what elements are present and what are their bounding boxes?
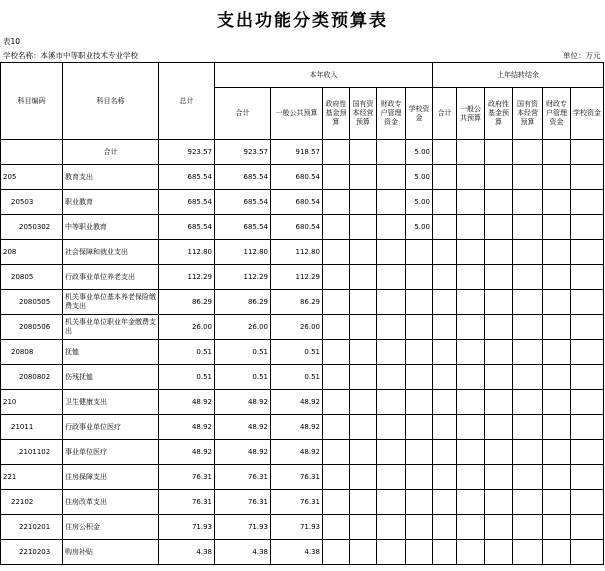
header-carry-sum: 合计 <box>433 88 457 140</box>
cell-carry-fiscal-special <box>543 215 571 240</box>
cell-carry-school-fund <box>571 190 604 215</box>
cell-cur-gov-fund <box>323 390 350 415</box>
cell-code: 21011 <box>1 415 63 440</box>
cell-cur-gov-fund <box>323 465 350 490</box>
cell-cur-school-fund: 5.00 <box>406 165 433 190</box>
cell-code <box>1 140 63 165</box>
cell-name: 行政事业单位养老支出 <box>63 265 159 290</box>
cell-cur-state-capital <box>350 540 377 565</box>
table-row <box>1 515 604 540</box>
cell-cur-sum: 0.51 <box>215 365 271 390</box>
cell-carry-fiscal-special <box>543 190 571 215</box>
cell-cur-sum: 26.00 <box>215 315 271 340</box>
cell-carry-state-capital <box>513 240 543 265</box>
header-current-income: 本年收入 <box>215 63 433 88</box>
header-cur-fiscal-special: 财政专户管理资金 <box>377 88 406 140</box>
cell-code: 2050302 <box>1 215 63 240</box>
header-carry-fiscal-special: 财政专户管理资金 <box>543 88 571 140</box>
cell-carry-general <box>457 390 485 415</box>
cell-carry-fiscal-special <box>543 165 571 190</box>
cell-carry-sum <box>433 240 457 265</box>
cell-cur-sum: 48.92 <box>215 440 271 465</box>
header-cur-general: 一般公共预算 <box>271 88 323 140</box>
cell-cur-gov-fund <box>323 215 350 240</box>
cell-carry-general <box>457 415 485 440</box>
cell-cur-sum: 48.92 <box>215 415 271 440</box>
cell-cur-sum: 685.54 <box>215 215 271 240</box>
cell-cur-gov-fund <box>323 240 350 265</box>
cell-cur-sum: 685.54 <box>215 190 271 215</box>
cell-total: 685.54 <box>159 215 215 240</box>
header-carry-school-fund: 学校资金 <box>571 88 604 140</box>
cell-total: 26.00 <box>159 315 215 340</box>
cell-cur-general: 680.54 <box>271 165 323 190</box>
header-cur-state-capital: 国有资本经营预算 <box>350 88 377 140</box>
cell-total: 4.38 <box>159 540 215 565</box>
cell-cur-gov-fund <box>323 315 350 340</box>
cell-carry-fiscal-special <box>543 415 571 440</box>
cell-code: 2080802 <box>1 365 63 390</box>
cell-cur-state-capital <box>350 415 377 440</box>
cell-carry-gov-fund <box>485 515 513 540</box>
cell-name: 教育支出 <box>63 165 159 190</box>
cell-carry-gov-fund <box>485 390 513 415</box>
cell-name: 行政事业单位医疗 <box>63 415 159 440</box>
cell-carry-school-fund <box>571 490 604 515</box>
cell-carry-sum <box>433 515 457 540</box>
cell-cur-state-capital <box>350 440 377 465</box>
cell-cur-school-fund <box>406 390 433 415</box>
cell-cur-fiscal-special <box>377 315 406 340</box>
cell-carry-school-fund <box>571 215 604 240</box>
cell-carry-general <box>457 340 485 365</box>
cell-carry-sum <box>433 190 457 215</box>
cell-cur-state-capital <box>350 240 377 265</box>
cell-total: 48.92 <box>159 415 215 440</box>
cell-cur-fiscal-special <box>377 215 406 240</box>
cell-name: 住房公积金 <box>63 515 159 540</box>
cell-carry-sum <box>433 465 457 490</box>
cell-total: 112.29 <box>159 265 215 290</box>
cell-carry-sum <box>433 540 457 565</box>
cell-name: 职业教育 <box>63 190 159 215</box>
cell-cur-fiscal-special <box>377 540 406 565</box>
cell-cur-gov-fund <box>323 340 350 365</box>
cell-cur-gov-fund <box>323 440 350 465</box>
cell-cur-state-capital <box>350 315 377 340</box>
cell-code: 2080506 <box>1 315 63 340</box>
cell-cur-general: 48.92 <box>271 415 323 440</box>
cell-cur-fiscal-special <box>377 190 406 215</box>
cell-carry-sum <box>433 340 457 365</box>
cell-carry-sum <box>433 140 457 165</box>
cell-cur-general: 4.38 <box>271 540 323 565</box>
cell-carry-state-capital <box>513 365 543 390</box>
cell-cur-fiscal-special <box>377 365 406 390</box>
cell-carry-gov-fund <box>485 240 513 265</box>
cell-cur-general: 680.54 <box>271 215 323 240</box>
cell-carry-fiscal-special <box>543 465 571 490</box>
table-row <box>1 340 604 365</box>
header-carry-general: 一般公共预算 <box>457 88 485 140</box>
cell-carry-school-fund <box>571 415 604 440</box>
cell-cur-sum: 48.92 <box>215 390 271 415</box>
header-code: 科目编码 <box>1 63 63 140</box>
cell-name: 住房保障支出 <box>63 465 159 490</box>
cell-carry-gov-fund <box>485 315 513 340</box>
cell-code: 208 <box>1 240 63 265</box>
cell-code: 205 <box>1 165 63 190</box>
cell-carry-sum <box>433 365 457 390</box>
cell-carry-general <box>457 290 485 315</box>
cell-carry-school-fund <box>571 240 604 265</box>
cell-cur-school-fund <box>406 440 433 465</box>
cell-carry-gov-fund <box>485 540 513 565</box>
cell-cur-sum: 76.31 <box>215 465 271 490</box>
cell-cur-general: 48.92 <box>271 440 323 465</box>
cell-code: 20808 <box>1 340 63 365</box>
cell-carry-gov-fund <box>485 190 513 215</box>
cell-cur-state-capital <box>350 390 377 415</box>
cell-carry-school-fund <box>571 390 604 415</box>
cell-cur-state-capital <box>350 290 377 315</box>
cell-carry-gov-fund <box>485 290 513 315</box>
cell-carry-state-capital <box>513 390 543 415</box>
cell-carry-fiscal-special <box>543 140 571 165</box>
cell-cur-fiscal-special <box>377 240 406 265</box>
cell-cur-general: 112.80 <box>271 240 323 265</box>
cell-carry-state-capital <box>513 515 543 540</box>
cell-cur-state-capital <box>350 340 377 365</box>
cell-cur-general: 71.93 <box>271 515 323 540</box>
table-row <box>1 365 604 390</box>
cell-cur-school-fund <box>406 540 433 565</box>
cell-carry-school-fund <box>571 465 604 490</box>
cell-cur-fiscal-special <box>377 140 406 165</box>
cell-carry-general <box>457 440 485 465</box>
cell-name: 抚恤 <box>63 340 159 365</box>
cell-cur-school-fund <box>406 490 433 515</box>
cell-cur-state-capital <box>350 190 377 215</box>
cell-cur-fiscal-special <box>377 390 406 415</box>
budget-table-body <box>1 140 604 565</box>
cell-carry-sum <box>433 390 457 415</box>
cell-carry-school-fund <box>571 265 604 290</box>
cell-carry-general <box>457 265 485 290</box>
cell-carry-state-capital <box>513 215 543 240</box>
cell-total: 48.92 <box>159 390 215 415</box>
cell-carry-gov-fund <box>485 490 513 515</box>
cell-cur-school-fund <box>406 365 433 390</box>
cell-carry-fiscal-special <box>543 265 571 290</box>
cell-carry-fiscal-special <box>543 340 571 365</box>
cell-total: 0.51 <box>159 365 215 390</box>
cell-carry-gov-fund <box>485 440 513 465</box>
cell-carry-fiscal-special <box>543 390 571 415</box>
cell-cur-school-fund <box>406 290 433 315</box>
cell-carry-general <box>457 215 485 240</box>
table-row <box>1 540 604 565</box>
cell-cur-fiscal-special <box>377 465 406 490</box>
cell-carry-state-capital <box>513 190 543 215</box>
cell-carry-state-capital <box>513 140 543 165</box>
cell-cur-fiscal-special <box>377 265 406 290</box>
cell-carry-gov-fund <box>485 215 513 240</box>
cell-carry-fiscal-special <box>543 240 571 265</box>
cell-cur-gov-fund <box>323 490 350 515</box>
cell-total: 86.29 <box>159 290 215 315</box>
cell-cur-school-fund <box>406 515 433 540</box>
cell-carry-gov-fund <box>485 465 513 490</box>
cell-name: 卫生健康支出 <box>63 390 159 415</box>
cell-carry-school-fund <box>571 290 604 315</box>
cell-carry-state-capital <box>513 415 543 440</box>
cell-cur-general: 918.57 <box>271 140 323 165</box>
cell-carry-fiscal-special <box>543 490 571 515</box>
cell-carry-fiscal-special <box>543 515 571 540</box>
cell-cur-gov-fund <box>323 165 350 190</box>
cell-carry-state-capital <box>513 440 543 465</box>
cell-total: 923.57 <box>159 140 215 165</box>
cell-code: 20503 <box>1 190 63 215</box>
cell-carry-school-fund <box>571 365 604 390</box>
header-carry-gov-fund: 政府性基金预算 <box>485 88 513 140</box>
cell-name: 合计 <box>63 140 159 165</box>
cell-carry-gov-fund <box>485 140 513 165</box>
header-carry-over: 上年结转结余 <box>433 63 604 88</box>
table-row <box>1 490 604 515</box>
cell-cur-state-capital <box>350 140 377 165</box>
page-title: 支出功能分类预算表 <box>217 11 388 31</box>
cell-cur-state-capital <box>350 465 377 490</box>
cell-carry-fiscal-special <box>543 440 571 465</box>
cell-carry-sum <box>433 165 457 190</box>
cell-cur-sum: 0.51 <box>215 340 271 365</box>
cell-cur-general: 48.92 <box>271 390 323 415</box>
cell-cur-gov-fund <box>323 365 350 390</box>
cell-total: 48.92 <box>159 440 215 465</box>
header-carry-state-capital: 国有资本经营预算 <box>513 88 543 140</box>
table-row <box>1 215 604 240</box>
table-row <box>1 290 604 315</box>
cell-carry-general <box>457 140 485 165</box>
cell-name: 购房补贴 <box>63 540 159 565</box>
cell-carry-school-fund <box>571 165 604 190</box>
cell-cur-gov-fund <box>323 265 350 290</box>
cell-total: 685.54 <box>159 165 215 190</box>
cell-name: 机关事业单位基本养老保险缴费支出 <box>63 290 159 315</box>
cell-cur-state-capital <box>350 515 377 540</box>
cell-cur-sum: 71.93 <box>215 515 271 540</box>
cell-cur-general: 0.51 <box>271 365 323 390</box>
cell-name: 机关事业单位职业年金缴费支出 <box>63 315 159 340</box>
cell-carry-state-capital <box>513 265 543 290</box>
cell-carry-sum <box>433 265 457 290</box>
cell-carry-gov-fund <box>485 165 513 190</box>
cell-cur-sum: 86.29 <box>215 290 271 315</box>
cell-carry-sum <box>433 290 457 315</box>
cell-name: 住房改革支出 <box>63 490 159 515</box>
cell-code: 221 <box>1 465 63 490</box>
table-row <box>1 440 604 465</box>
cell-carry-state-capital <box>513 465 543 490</box>
cell-total: 112.80 <box>159 240 215 265</box>
cell-carry-school-fund <box>571 440 604 465</box>
cell-name: 事业单位医疗 <box>63 440 159 465</box>
budget-table <box>0 62 604 565</box>
header-total: 总计 <box>159 63 215 140</box>
cell-carry-general <box>457 365 485 390</box>
cell-cur-school-fund <box>406 240 433 265</box>
cell-code: 210 <box>1 390 63 415</box>
cell-cur-sum: 4.38 <box>215 540 271 565</box>
cell-carry-state-capital <box>513 315 543 340</box>
cell-cur-gov-fund <box>323 190 350 215</box>
cell-cur-fiscal-special <box>377 490 406 515</box>
cell-cur-fiscal-special <box>377 440 406 465</box>
table-row <box>1 415 604 440</box>
header-cur-sum: 合计 <box>215 88 271 140</box>
cell-carry-fiscal-special <box>543 540 571 565</box>
cell-total: 71.93 <box>159 515 215 540</box>
cell-cur-fiscal-special <box>377 340 406 365</box>
cell-cur-school-fund <box>406 465 433 490</box>
cell-carry-state-capital <box>513 540 543 565</box>
cell-carry-school-fund <box>571 515 604 540</box>
cell-cur-sum: 685.54 <box>215 165 271 190</box>
cell-code: 22102 <box>1 490 63 515</box>
cell-code: 2101102 <box>1 440 63 465</box>
cell-cur-sum: 76.31 <box>215 490 271 515</box>
cell-total: 76.31 <box>159 490 215 515</box>
cell-cur-school-fund: 5.00 <box>406 140 433 165</box>
cell-cur-school-fund <box>406 265 433 290</box>
cell-cur-school-fund <box>406 340 433 365</box>
table-row <box>1 140 604 165</box>
cell-carry-general <box>457 190 485 215</box>
cell-carry-general <box>457 465 485 490</box>
cell-carry-school-fund <box>571 315 604 340</box>
cell-carry-general <box>457 515 485 540</box>
table-row <box>1 265 604 290</box>
cell-carry-school-fund <box>571 140 604 165</box>
cell-carry-sum <box>433 490 457 515</box>
cell-cur-state-capital <box>350 365 377 390</box>
cell-total: 0.51 <box>159 340 215 365</box>
cell-carry-general <box>457 490 485 515</box>
cell-cur-gov-fund <box>323 515 350 540</box>
table-row <box>1 165 604 190</box>
cell-carry-general <box>457 240 485 265</box>
cell-name: 中等职业教育 <box>63 215 159 240</box>
cell-carry-school-fund <box>571 540 604 565</box>
cell-cur-state-capital <box>350 265 377 290</box>
cell-cur-gov-fund <box>323 540 350 565</box>
header-name: 科目名称 <box>63 63 159 140</box>
cell-carry-gov-fund <box>485 340 513 365</box>
cell-carry-gov-fund <box>485 365 513 390</box>
unit-label: 单位：万元 <box>563 51 601 60</box>
cell-cur-general: 0.51 <box>271 340 323 365</box>
table-row <box>1 315 604 340</box>
table-row <box>1 390 604 415</box>
cell-cur-gov-fund <box>323 290 350 315</box>
cell-code: 2080505 <box>1 290 63 315</box>
cell-name: 伤残抚恤 <box>63 365 159 390</box>
cell-cur-state-capital <box>350 215 377 240</box>
cell-carry-gov-fund <box>485 415 513 440</box>
cell-cur-general: 86.29 <box>271 290 323 315</box>
cell-carry-state-capital <box>513 165 543 190</box>
cell-cur-fiscal-special <box>377 290 406 315</box>
cell-cur-sum: 112.29 <box>215 265 271 290</box>
cell-cur-sum: 923.57 <box>215 140 271 165</box>
cell-carry-state-capital <box>513 340 543 365</box>
cell-cur-school-fund: 5.00 <box>406 190 433 215</box>
cell-carry-gov-fund <box>485 265 513 290</box>
cell-cur-fiscal-special <box>377 165 406 190</box>
cell-total: 76.31 <box>159 465 215 490</box>
cell-carry-sum <box>433 415 457 440</box>
cell-cur-fiscal-special <box>377 415 406 440</box>
cell-cur-sum: 112.80 <box>215 240 271 265</box>
cell-carry-sum <box>433 315 457 340</box>
cell-cur-state-capital <box>350 165 377 190</box>
header-cur-school-fund: 学校资金 <box>406 88 433 140</box>
header-cur-gov-fund: 政府性基金预算 <box>323 88 350 140</box>
cell-carry-state-capital <box>513 490 543 515</box>
cell-code: 2210201 <box>1 515 63 540</box>
cell-carry-general <box>457 540 485 565</box>
cell-cur-general: 680.54 <box>271 190 323 215</box>
cell-carry-sum <box>433 440 457 465</box>
cell-cur-school-fund: 5.00 <box>406 215 433 240</box>
cell-carry-fiscal-special <box>543 365 571 390</box>
cell-cur-general: 76.31 <box>271 490 323 515</box>
school-name: 学校名称：本溪市中等职业技术专业学校 <box>3 51 138 60</box>
table-row <box>1 190 604 215</box>
cell-cur-school-fund <box>406 315 433 340</box>
table-row <box>1 240 604 265</box>
cell-code: 2210203 <box>1 540 63 565</box>
cell-carry-state-capital <box>513 290 543 315</box>
cell-name: 社会保障和就业支出 <box>63 240 159 265</box>
cell-cur-general: 112.29 <box>271 265 323 290</box>
cell-cur-gov-fund <box>323 140 350 165</box>
cell-cur-fiscal-special <box>377 515 406 540</box>
table-row <box>1 465 604 490</box>
cell-carry-sum <box>433 215 457 240</box>
cell-total: 685.54 <box>159 190 215 215</box>
cell-cur-school-fund <box>406 415 433 440</box>
cell-carry-fiscal-special <box>543 290 571 315</box>
cell-carry-school-fund <box>571 340 604 365</box>
cell-cur-general: 26.00 <box>271 315 323 340</box>
cell-cur-general: 76.31 <box>271 465 323 490</box>
cell-carry-general <box>457 165 485 190</box>
cell-cur-gov-fund <box>323 415 350 440</box>
cell-code: 20805 <box>1 265 63 290</box>
cell-cur-state-capital <box>350 490 377 515</box>
cell-carry-general <box>457 315 485 340</box>
cell-carry-fiscal-special <box>543 315 571 340</box>
table-number: 表10 <box>3 37 21 46</box>
